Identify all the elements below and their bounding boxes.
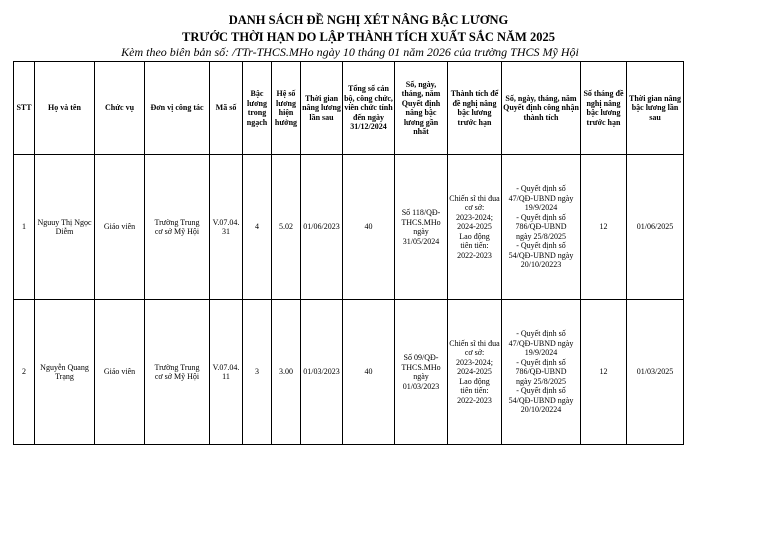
months-early-cell: 12 (581, 155, 627, 300)
recognition-line: - Quyết định số (516, 212, 566, 222)
name-cell: Nguyễn Quang Trạng (35, 300, 95, 445)
recognition-line: - Quyết định số (516, 386, 566, 396)
achievement-line: 2023-2024; (456, 212, 493, 222)
recognition-line: 20/10/20223 (520, 260, 562, 270)
latest-decision-cell: Số 118/QĐ-THCS.MHo ngày 31/05/2024 (395, 155, 448, 300)
grade-cell: 3 (243, 300, 272, 445)
recognition-line: ngày 25/8/2025 (516, 376, 566, 386)
months-early-cell: 12 (581, 300, 627, 445)
document-subtitle: Kèm theo biên bản số: /TTr-THCS.MHo ngày 10 tháng 01 năm 2026 của trường THCS Mỹ Hội (121, 45, 579, 59)
unit-line: Trường Trung (154, 362, 200, 372)
next-raise-cell: 01/06/2023 (301, 155, 343, 300)
header-cell: Số, ngày, tháng, năm Quyết định công nhận thành tích (502, 62, 581, 155)
total-staff-cell: 40 (343, 300, 395, 445)
next-raise-after-cell: 01/03/2025 (627, 300, 684, 445)
unit-line: cơ sở Mỹ Hội (154, 227, 200, 236)
recognition-cell (502, 155, 581, 300)
coefficient-cell: 5.02 (272, 155, 301, 300)
header-cell: Số tháng đề nghị nâng bậc lương trước hạn (581, 62, 627, 155)
achievement-line: Lao động (459, 231, 490, 241)
achievement-line: tiên tiến: (460, 241, 489, 251)
achievement-line: 2023-2024; (456, 357, 493, 367)
recognition-line: - Quyết định số (516, 357, 566, 367)
header-cell: STT (14, 62, 35, 155)
header-cell: Bậc lương trong ngạch (243, 62, 272, 155)
total-staff-cell: 40 (343, 155, 395, 300)
achievement-line: Chiến sĩ thi đua cơ sở: (449, 193, 500, 213)
position-cell: Giáo viên (95, 300, 145, 445)
recognition-line: 54/QĐ-UBND ngày (508, 250, 574, 260)
header-cell: Mã số (210, 62, 243, 155)
position-cell: Giáo viên (95, 155, 145, 300)
achievement-cell (448, 300, 502, 445)
recognition-line: - Quyết định số (516, 184, 566, 194)
header-cell: Hệ số lương hiện hưởng (272, 62, 301, 155)
achievement-line: Lao động (459, 376, 490, 386)
document-title-line2: TRƯỚC THỜI HẠN DO LẬP THÀNH TÍCH XUẤT SẮC NĂM 2025 (182, 30, 555, 44)
coefficient-cell: 3.00 (272, 300, 301, 445)
recognition-line: 47/QĐ-UBND ngày (508, 193, 574, 203)
code-cell: V.07.04.31 (210, 155, 243, 300)
header-cell: Thời gian nâng lương lần sau (301, 62, 343, 155)
recognition-line: - Quyết định số (516, 329, 566, 339)
recognition-line: 19/9/2024 (524, 203, 558, 213)
achievement-line: 2022-2023 (457, 250, 492, 260)
recognition-line: 19/9/2024 (524, 348, 558, 358)
unit-line: Trường Trung (154, 217, 200, 227)
table-row (14, 300, 684, 445)
stt-cell: 2 (14, 300, 35, 445)
header-cell: Tổng số cán bộ, công chức, viên chức tính đến ngày 31/12/2024 (343, 62, 395, 155)
achievement-line: tiên tiến: (460, 386, 489, 396)
next-raise-after-cell: 01/06/2025 (627, 155, 684, 300)
salary-proposal-table (13, 61, 684, 445)
recognition-line: - Quyết định số (516, 241, 566, 251)
achievement-line: Chiến sĩ thi đua cơ sở: (449, 338, 500, 358)
achievement-line: 2024-2025 (457, 367, 492, 377)
stt-cell: 1 (14, 155, 35, 300)
code-cell: V.07.04.11 (210, 300, 243, 445)
achievement-line: 2024-2025 (457, 222, 492, 232)
recognition-line: 47/QĐ-UBND ngày (508, 338, 574, 348)
header-cell: Thành tích để đề nghị nâng bậc lương trước hạn (448, 62, 502, 155)
recognition-line: 54/QĐ-UBND ngày (508, 395, 574, 405)
header-cell: Họ và tên (35, 62, 95, 155)
header-cell: Số, ngày, tháng, năm Quyết định nâng bậc lương gần nhất (395, 62, 448, 155)
next-raise-cell: 01/03/2023 (301, 300, 343, 445)
recognition-cell (502, 300, 581, 445)
unit-cell (145, 155, 210, 300)
header-cell: Đơn vị công tác (145, 62, 210, 155)
achievement-line: 2022-2023 (457, 395, 492, 405)
recognition-line: 786/QĐ-UBND (515, 222, 567, 232)
unit-line: cơ sở Mỹ Hội (154, 372, 200, 381)
grade-cell: 4 (243, 155, 272, 300)
recognition-line: 20/10/20224 (520, 405, 562, 415)
unit-cell (145, 300, 210, 445)
header-cell: Thời gian nâng bậc lương lần sau (627, 62, 684, 155)
table-row (14, 155, 684, 300)
recognition-line: ngày 25/8/2025 (516, 231, 566, 241)
achievement-cell (448, 155, 502, 300)
table-header-row (14, 62, 684, 155)
document-title: DANH SÁCH ĐỀ NGHỊ XÉT NÂNG BẬC LƯƠNG (228, 13, 509, 27)
recognition-line: 786/QĐ-UBND (515, 367, 567, 377)
name-cell: Nguuy Thị Ngọc Diễm (35, 155, 95, 300)
latest-decision-cell: Số 09/QĐ-THCS.MHo ngày 01/03/2023 (395, 300, 448, 445)
header-cell: Chức vụ (95, 62, 145, 155)
